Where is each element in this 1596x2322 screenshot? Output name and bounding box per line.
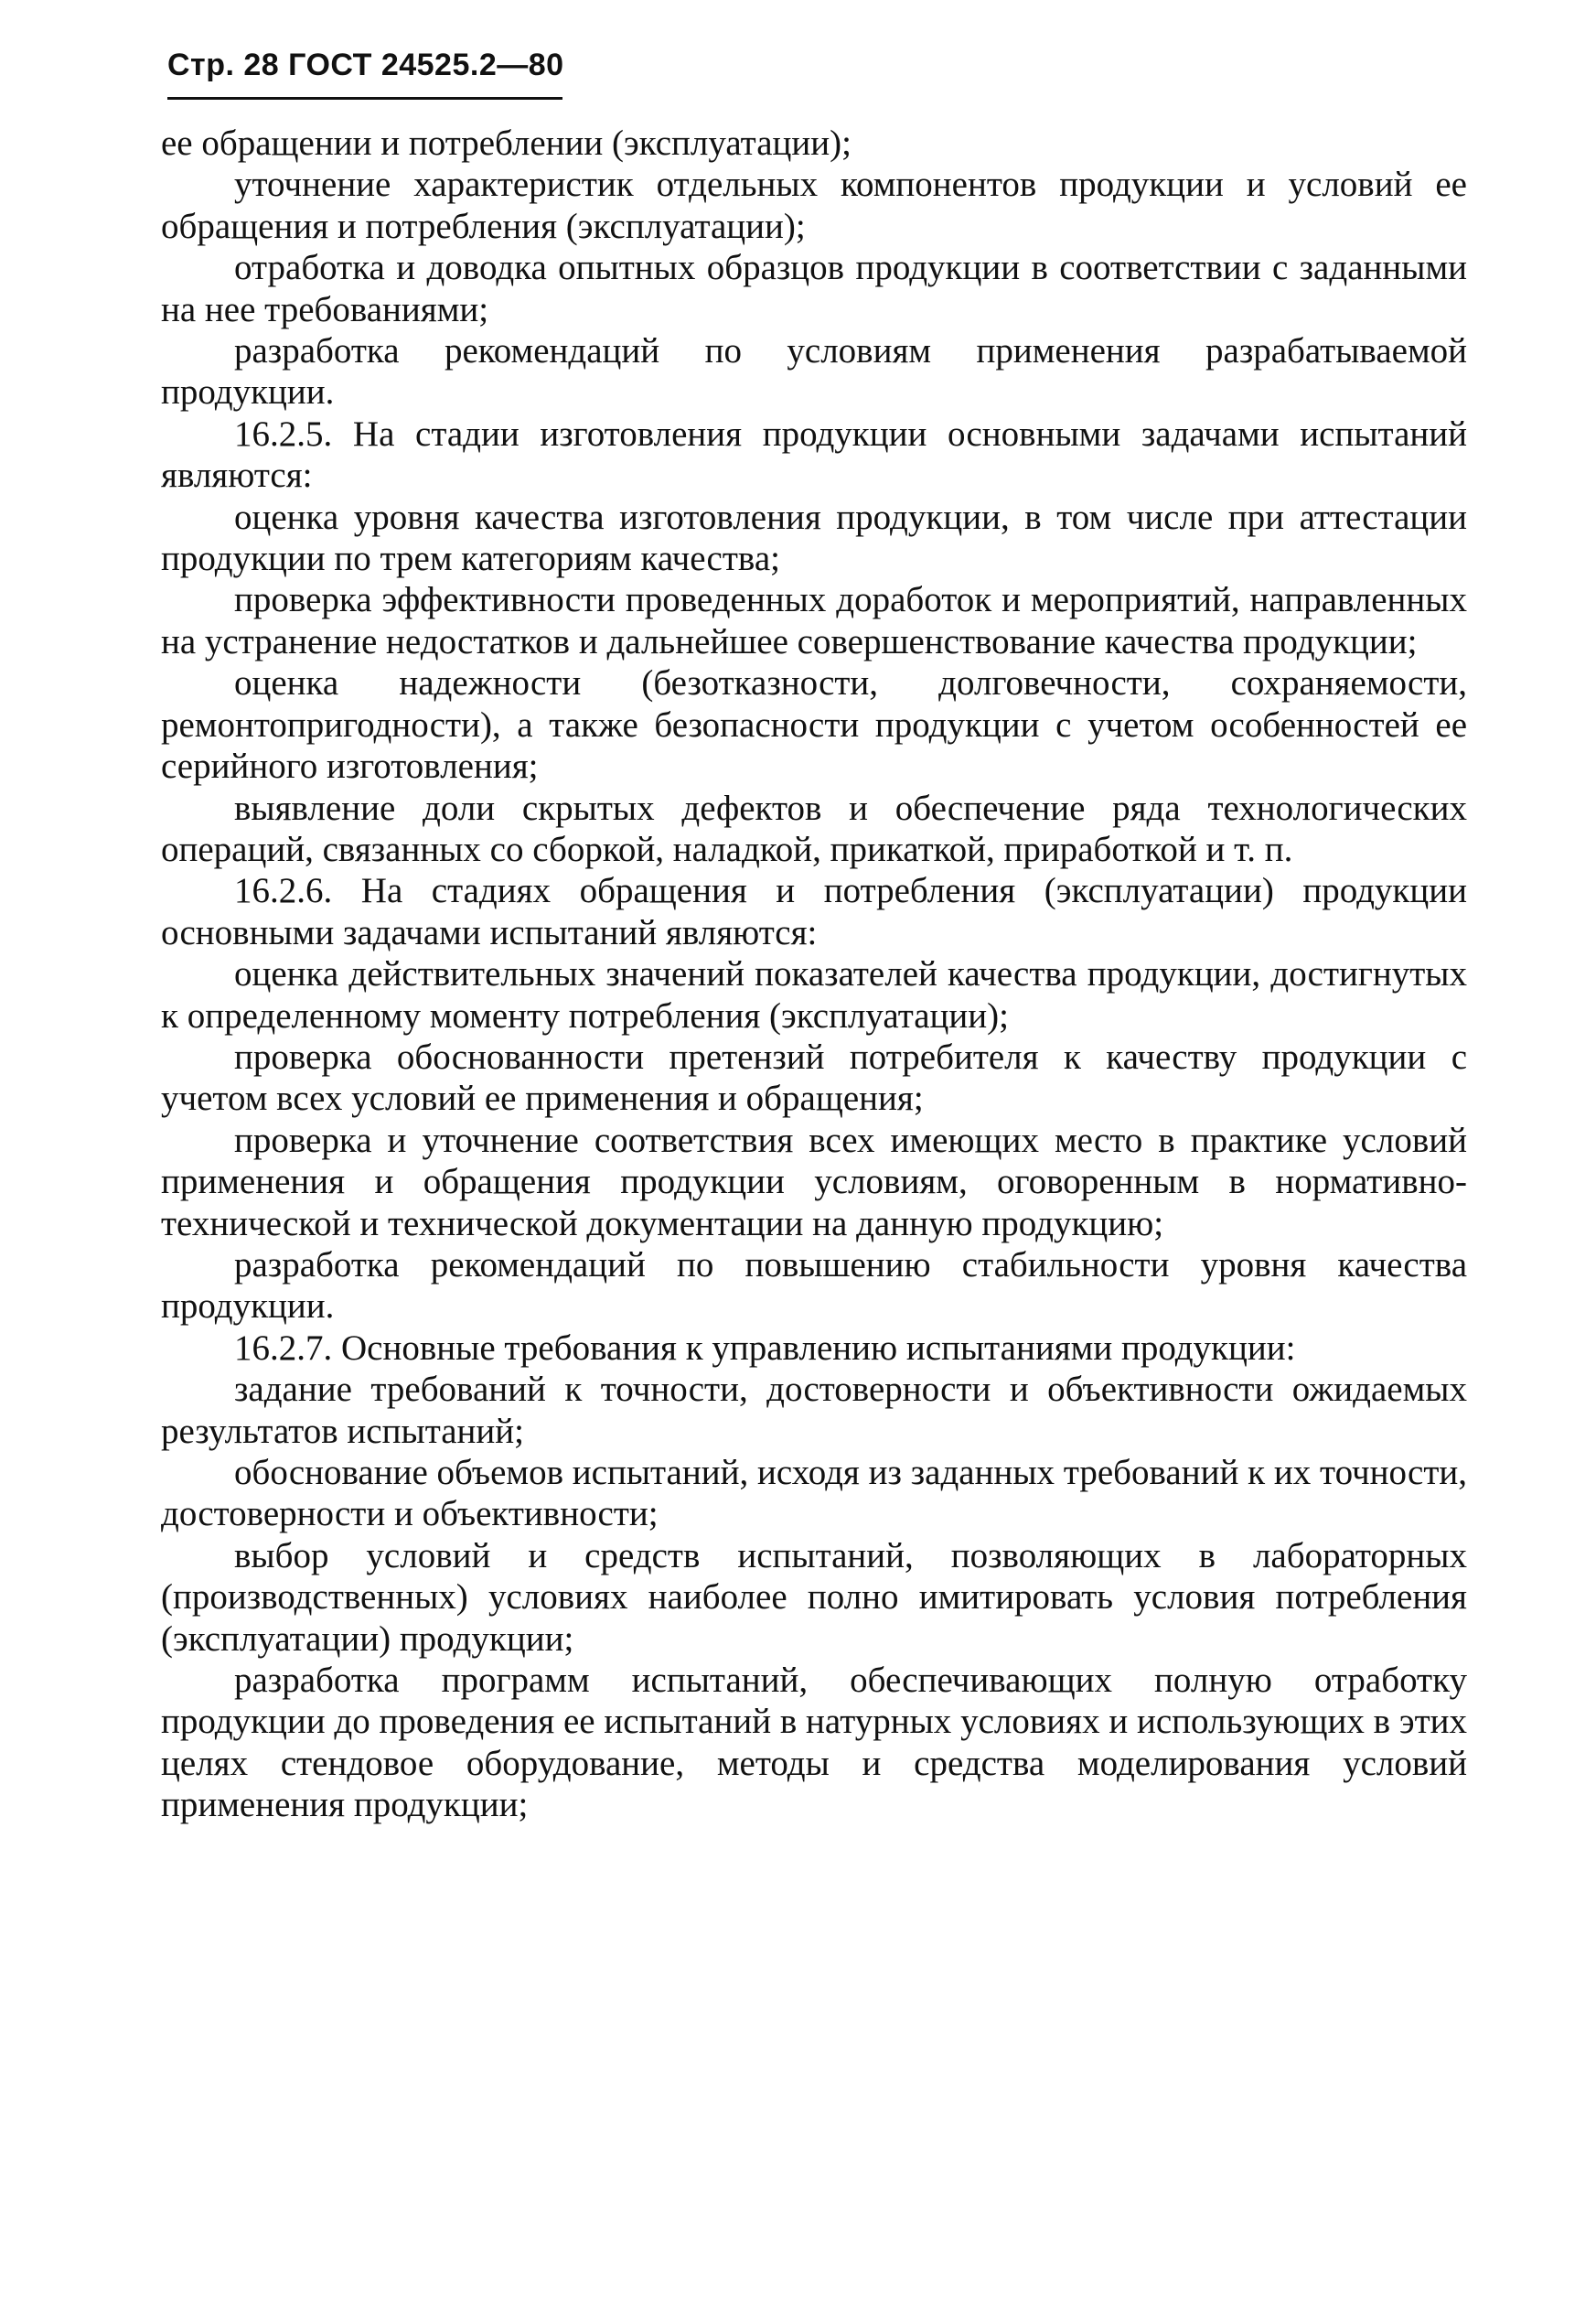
running-header: Стр. 28 ГОСТ 24525.2—80 — [167, 48, 564, 82]
header-rule — [167, 97, 562, 100]
paragraph: отработка и доводка опытных образцов продукции в соответствии с заданными на нее требованиями; — [161, 248, 1467, 329]
paragraph: уточнение характеристик отдельных компонентов продукции и условий ее обращения и потребления (эксплуатации); — [161, 165, 1467, 246]
paragraph: оценка надежности (безотказности, долговечности, сохраняемости, ремонтопригодности), а также безопасности продукции с учетом особенностей ее серийного изготовления; — [161, 663, 1467, 787]
paragraph: проверка эффективности проведенных доработок и мероприятий, направленных на устранение недостатков и дальнейшее совершенствование качества продукции; — [161, 580, 1467, 661]
paragraph: ее обращении и потреблении (эксплуатации); — [161, 124, 852, 163]
paragraph: проверка обоснованности претензий потребителя к качеству продукции с учетом всех условий ее применения и обращения; — [161, 1037, 1467, 1119]
paragraph: разработка рекомендаций по условиям применения разрабатываемой продукции. — [161, 331, 1467, 413]
paragraph: разработка программ испытаний, обеспечивающих полную отработку продукции до проведения ее испытаний в натурных условиях и использующих в этих целях стендовое оборудование, методы и средства моделирования условий применения продукции; — [161, 1661, 1467, 1825]
paragraph: разработка рекомендаций по повышению стабильности уровня качества продукции. — [161, 1244, 1467, 1327]
section-heading-16-2-7: 16.2.7. Основные требования к управлению испытаниями продукции: — [234, 1328, 1296, 1368]
paragraph: выявление доли скрытых дефектов и обеспечение ряда технологических операций, связанных со сборкой, наладкой, прикаткой, приработкой и т. п. — [161, 788, 1467, 869]
section-heading-16-2-5: 16.2.5. На стадии изготовления продукции основными задачами испытаний являются: — [161, 414, 1467, 496]
section-heading-16-2-6: 16.2.6. На стадиях обращения и потребления (эксплуатации) продукции основными задачами испытаний являются: — [161, 871, 1467, 952]
paragraph: оценка действительных значений показателей качества продукции, достигнутых к определенному моменту потребления (эксплуатации); — [161, 954, 1467, 1036]
paragraph: выбор условий и средств испытаний, позволяющих в лабораторных (производственных) условиях наиболее полно имитировать условия потребления (эксплуатации) продукции; — [161, 1535, 1467, 1659]
paragraph: оценка уровня качества изготовления продукции, в том числе при аттестации продукции по трем категориям качества; — [161, 497, 1467, 579]
paragraph: задание требований к точности, достоверности и объективности ожидаемых результатов испытаний; — [161, 1370, 1467, 1451]
body-text — [161, 123, 1467, 1826]
paragraph: обоснование объемов испытаний, исходя из заданных требований к их точности, достоверности и объективности; — [161, 1453, 1467, 1534]
paragraph: проверка и уточнение соответствия всех имеющих место в практике условий применения и обращения продукции условиям, оговоренным в нормативно-технической и технической документации на данную продукцию; — [161, 1120, 1467, 1243]
